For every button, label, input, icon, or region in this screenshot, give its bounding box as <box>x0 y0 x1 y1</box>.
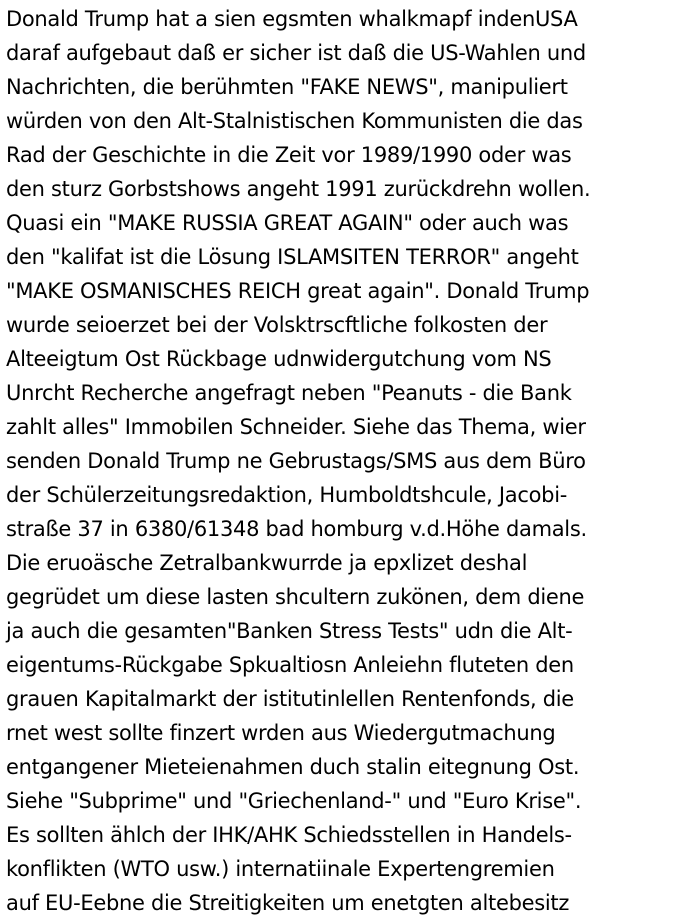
text-line: daraf aufgebaut daß er sicher ist daß die US-Wahlen und <box>6 41 586 65</box>
text-line: entgangener Mieteienahmen duch stalin eitegnung Ost. <box>6 755 580 779</box>
text-line: würden von den Alt-Stalnistischen Kommunisten die das <box>6 109 583 133</box>
text-line: gegrüdet um diese lasten shcultern zukönen, dem diene <box>6 585 585 609</box>
text-line: Alteeigtum Ost Rückbage udnwidergutchung vom NS <box>6 347 552 371</box>
text-line: den sturz Gorbstshows angeht 1991 zurückdrehn wollen. <box>6 177 591 201</box>
text-line: straße 37 in 6380/61348 bad homburg v.d.Höhe damals. <box>6 517 587 541</box>
body-text <box>6 2 682 920</box>
text-line: senden Donald Trump ne Gebrustags/SMS aus dem Büro <box>6 449 586 473</box>
text-line: auf EU-Eebne die Streitigkeiten um enetgten altebesitz <box>6 891 570 915</box>
text-line: "MAKE OSMANISCHES REICH great again". Donald Trump <box>6 279 590 303</box>
text-line: ja auch die gesamten"Banken Stress Tests" udn die Alt- <box>6 619 573 643</box>
text-line: der Schülerzeitungsredaktion, Humboldtshcule, Jacobi- <box>6 483 568 507</box>
text-line: Es sollten ählch der IHK/AHK Schiedsstellen in Handels- <box>6 823 572 847</box>
text-line: zahlt alles" Immobilen Schneider. Siehe das Thema, wier <box>6 415 586 439</box>
text-line: rnet west sollte finzert wrden aus Wiedergutmachung <box>6 721 556 745</box>
text-line: Siehe "Subprime" und "Griechenland-" und "Euro Krise". <box>6 789 582 813</box>
text-line: konflikten (WTO usw.) internatiinale Expertengremien <box>6 857 555 881</box>
text-line: Rad der Geschichte in die Zeit vor 1989/1990 oder was <box>6 143 572 167</box>
text-line: Die eruoäsche Zetralbankwurrde ja epxlizet deshal <box>6 551 528 575</box>
text-line: Quasi ein "MAKE RUSSIA GREAT AGAIN" oder auch was <box>6 211 569 235</box>
text-line: Unrcht Recherche angefragt neben "Peanuts - die Bank <box>6 381 572 405</box>
text-line: Nachrichten, die berühmten "FAKE NEWS", manipuliert <box>6 75 568 99</box>
text-line: eigentums-Rückgabe Spkualtiosn Anleiehn fluteten den <box>6 653 574 677</box>
text-line: wurde seioerzet bei der Volsktrscftliche folkosten der <box>6 313 548 337</box>
text-line: grauen Kapitalmarkt der istitutinlellen Rentenfonds, die <box>6 687 574 711</box>
text-line: Donald Trump hat a sien egsmten whalkmapf indenUSA <box>6 7 578 31</box>
text-line: den "kalifat ist die Lösung ISLAMSITEN TERROR" angeht <box>6 245 579 269</box>
